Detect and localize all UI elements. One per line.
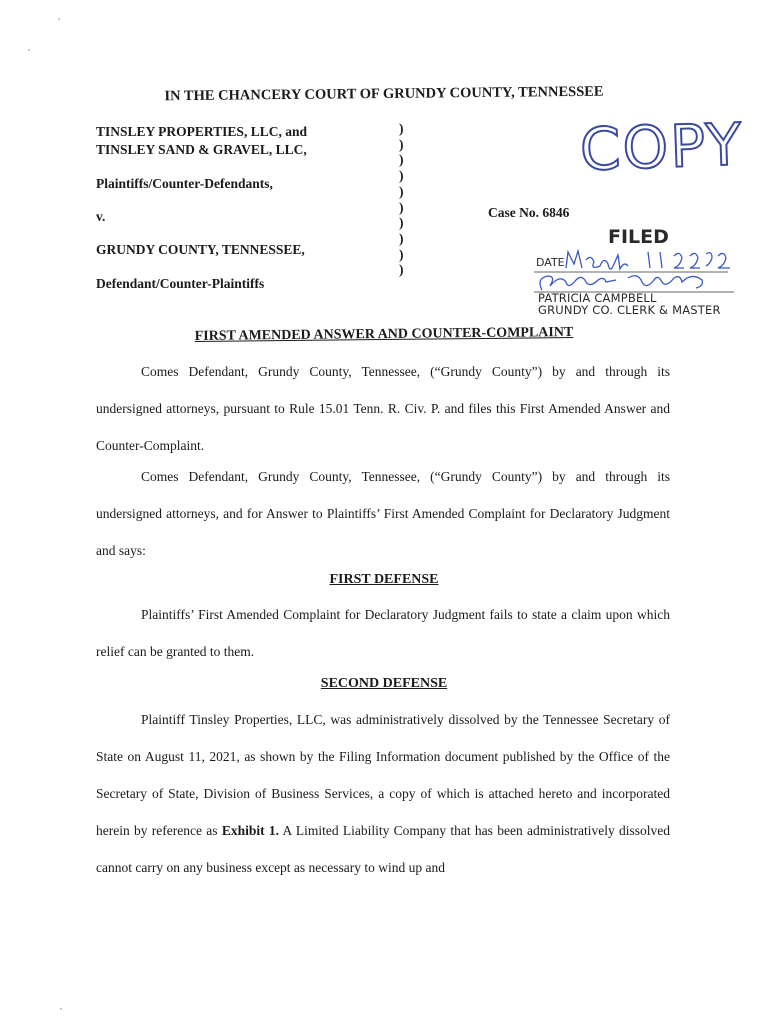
caption-paren: ): [399, 246, 404, 262]
defendant-name: GRUNDY COUNTY, TENNESSEE,: [96, 242, 305, 257]
caption-paren: ): [399, 121, 404, 136]
case-caption: [96, 121, 396, 293]
copy-stamp: COPY: [578, 110, 745, 184]
paragraph-text: [96, 701, 670, 886]
paragraph-text: Comes Defendant, Grundy County, Tennessee, (“Grundy County”) by and through its undersigned attorneys, and for Answer to Plaintiffs’ First Amended Complaint for Declaratory Judgment and says:: [96, 469, 670, 558]
intro-paragraph-2: [96, 458, 670, 569]
date-label: DATE: [536, 256, 565, 269]
court-title: IN THE CHANCERY COURT OF GRUNDY COUNTY, TENNESSEE: [164, 83, 604, 105]
caption-paren: ): [399, 215, 404, 231]
plaintiff-line-2: TINSLEY SAND & GRAVEL, LLC,: [96, 142, 307, 157]
document-title: FIRST AMENDED ANSWER AND COUNTER-COMPLAINT: [194, 325, 574, 344]
caption-paren: ): [399, 136, 404, 152]
caption-paren: ): [399, 199, 404, 215]
second-defense-heading: SECOND DEFENSE: [320, 676, 448, 691]
scan-speck: [28, 49, 30, 51]
scan-speck: [60, 1008, 62, 1010]
caption-parentheses: [399, 121, 409, 278]
handwritten-signature-icon: [528, 248, 738, 294]
paragraph-text-after: A Limited Liability Company that has been administratively dissolved cannot carry on any business except as necessary to wind up and: [96, 823, 670, 875]
filed-label: FILED: [608, 226, 669, 248]
paragraph-text: Comes Defendant, Grundy County, Tennessee, (“Grundy County”) by and through its undersigned attorneys, pursuant to Rule 15.01 Tenn. R. Civ. P. and files this First Amended Answer and Counter-Complaint.: [96, 364, 670, 453]
clerk-title: GRUNDY CO. CLERK & MASTER: [538, 303, 721, 317]
defendant-role: Defendant/Counter-Plaintiffs: [96, 276, 265, 291]
intro-paragraph-1: [96, 353, 670, 464]
caption-paren: ): [399, 183, 404, 199]
exhibit-reference: Exhibit 1.: [221, 823, 279, 838]
paragraph-text: Plaintiffs’ First Amended Complaint for Declaratory Judgment fails to state a claim upon which relief can be granted to them.: [96, 607, 670, 659]
caption-paren: ): [399, 152, 404, 168]
caption-paren: ): [399, 262, 404, 278]
caption-paren: ): [399, 230, 404, 246]
case-number: Case No. 6846: [488, 205, 570, 220]
filed-stamp: [528, 226, 738, 321]
plaintiff-role: Plaintiffs/Counter-Defendants,: [96, 176, 273, 191]
caption-paren: ): [399, 168, 404, 184]
plaintiff-line-1: TINSLEY PROPERTIES, LLC, and: [96, 124, 307, 139]
paragraph-text-before: Plaintiff Tinsley Properties, LLC, was administratively dissolved by the Tennessee Secretary of State on August 11, 2021, as shown by the Filing Information document published by the Office of the Secretary of State, Division of Business Services, a copy of which is attached hereto and incorporated herein by reference as: [96, 712, 670, 838]
first-defense-heading: FIRST DEFENSE: [329, 572, 439, 587]
scan-speck: [58, 18, 60, 20]
first-defense-paragraph: [96, 596, 670, 670]
clerk-name: PATRICIA CAMPBELL: [538, 291, 657, 305]
plaintiff-names: [96, 123, 396, 159]
second-defense-paragraph: [96, 701, 670, 886]
versus: v.: [96, 209, 106, 224]
